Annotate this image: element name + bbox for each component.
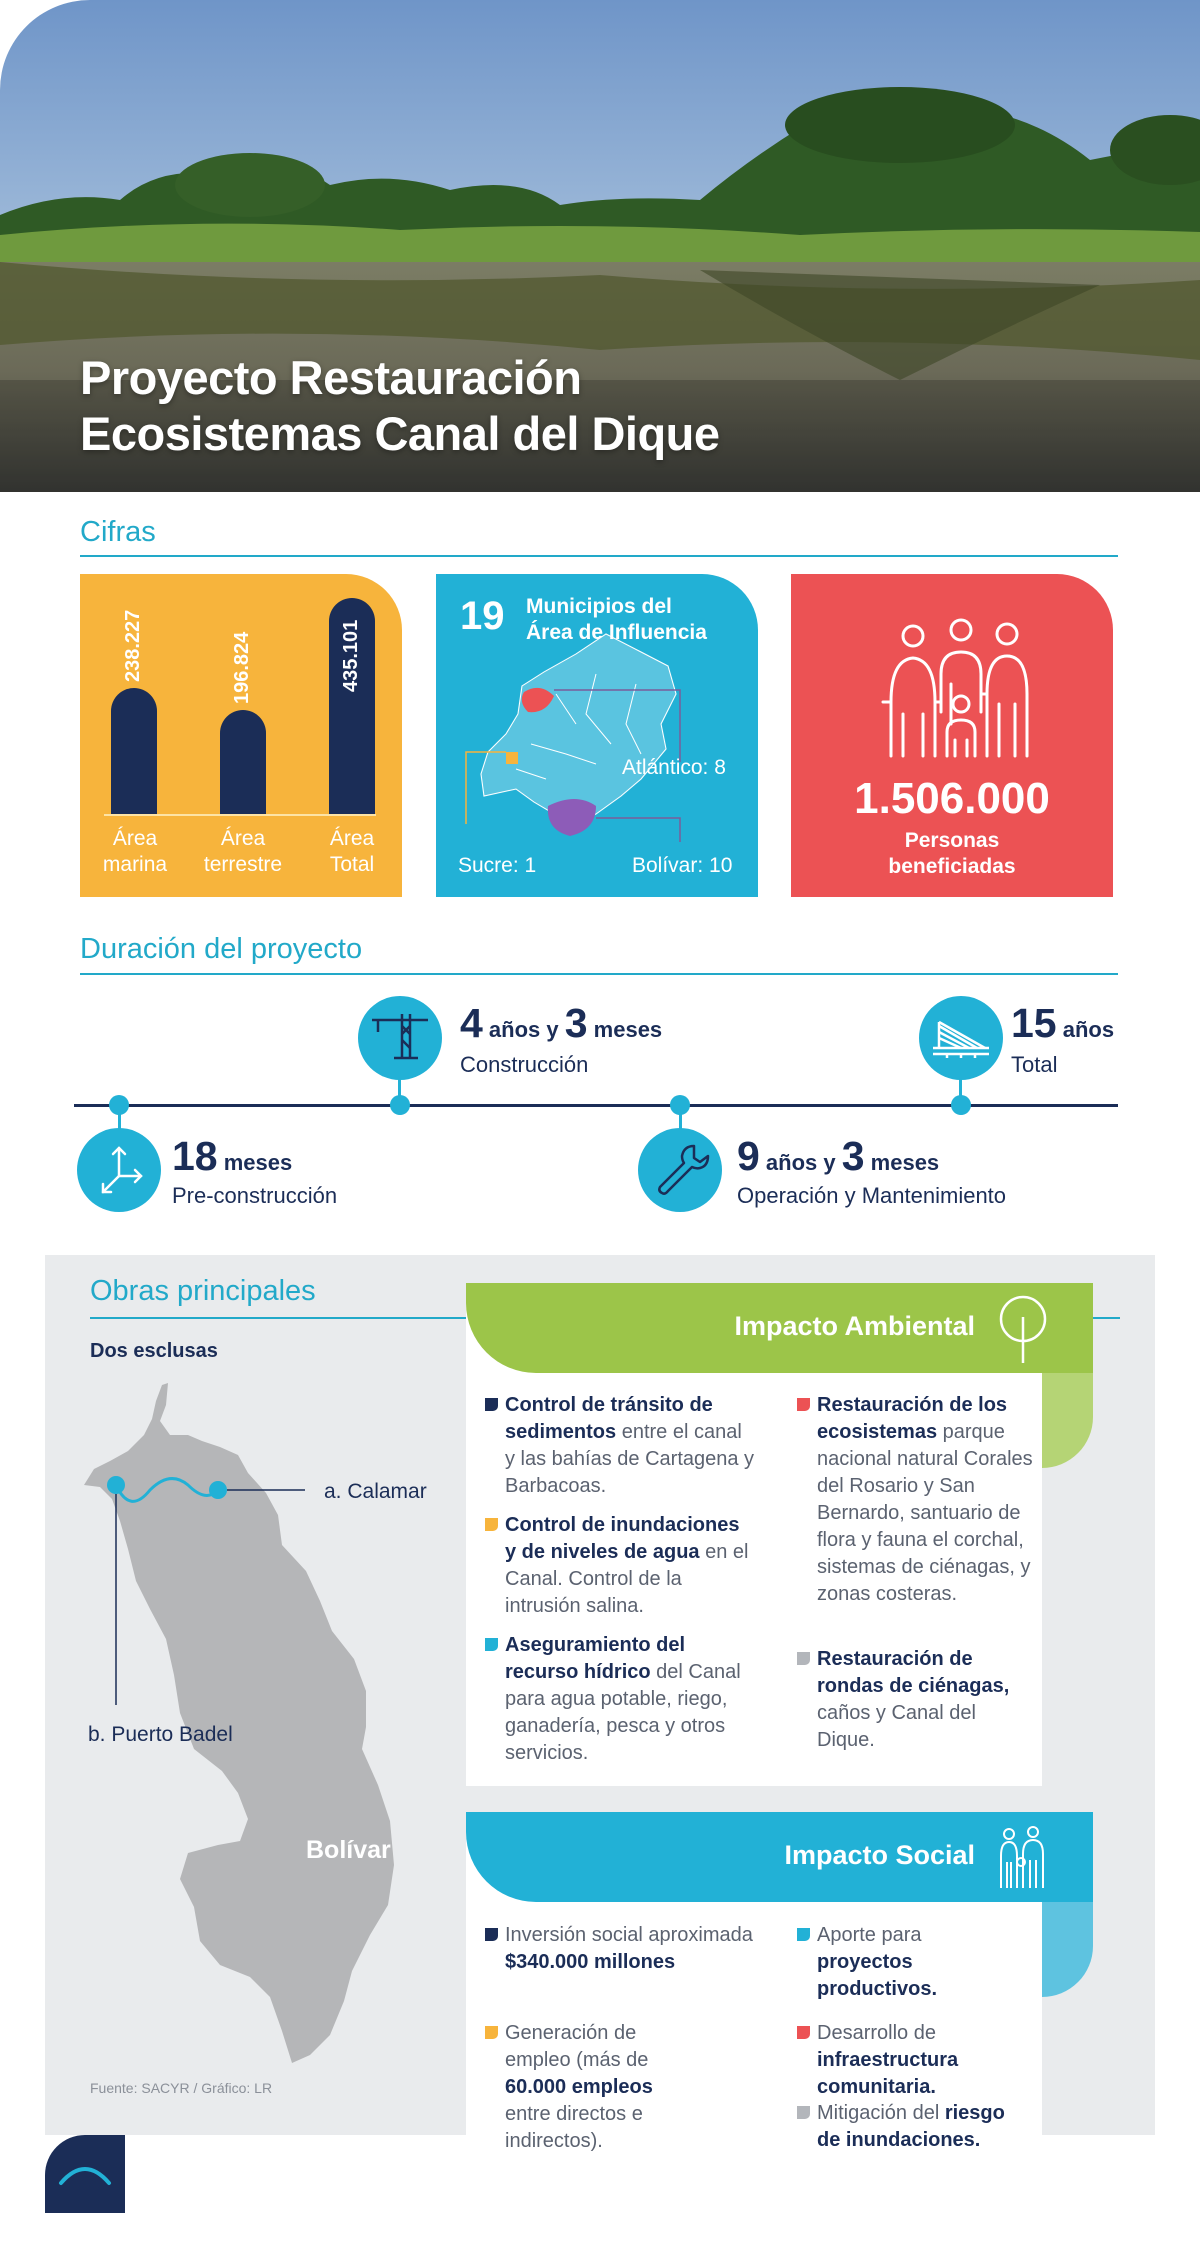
obras-title: Obras principales <box>90 1275 316 1307</box>
bolivar-region <box>548 799 596 836</box>
municipios-count: 19 <box>460 594 505 638</box>
people-icon <box>993 1820 1053 1900</box>
personas-label-line: beneficiadas <box>888 855 1016 878</box>
tree-icon <box>993 1291 1053 1371</box>
bolivar-connector <box>596 818 680 842</box>
municipios-map <box>436 574 758 897</box>
sucre-count: Sucre: 1 <box>458 854 537 877</box>
lock-b-marker <box>107 1476 125 1494</box>
map-outline <box>481 634 676 824</box>
title-line-1: Proyecto Restauración <box>80 351 582 404</box>
phase-total-duration <box>1011 1000 1114 1047</box>
item-text: Inversión social aproximada <box>505 1924 753 1946</box>
phase-pre-construccion-icon-badge <box>77 1128 161 1212</box>
bar-label-line: Área <box>112 827 158 850</box>
atlantico-count: Atlántico: 8 <box>622 756 726 779</box>
item-text: en el Canal. Control de la intrusión salina. <box>505 1541 749 1617</box>
sucre-region <box>506 752 518 764</box>
duration-unit: meses <box>864 1150 940 1175</box>
phase-construccion-icon-badge <box>358 996 442 1080</box>
item-bold: Restauración de rondas de ciénagas, <box>817 1648 1010 1697</box>
phase-pre-construccion-label: Pre-construcción <box>172 1183 338 1208</box>
phase-operacion-label: Operación y Mantenimiento <box>737 1183 1007 1208</box>
duration-unit: años y <box>759 1150 842 1175</box>
duracion-divider <box>80 973 1118 975</box>
lock-b-label: b. Puerto Badel <box>88 1723 233 1746</box>
phase-construccion-duration <box>460 1000 662 1047</box>
publisher-logo <box>45 2135 125 2213</box>
item-bold: 60.000 empleos <box>505 2076 653 2098</box>
item-bold: Restauración de los ecosistemas <box>817 1394 1008 1443</box>
duration-number: 9 <box>737 1133 760 1179</box>
ambiental-header <box>466 1283 1093 1373</box>
bar-label-line: Total <box>329 853 375 876</box>
bar-label-line: marina <box>102 853 168 876</box>
bar-label-line: Área <box>329 827 375 850</box>
duration-unit: años <box>1056 1017 1115 1042</box>
item-bold: riesgo de inundaciones. <box>817 2102 1005 2151</box>
duration-number: 15 <box>1011 1000 1057 1046</box>
phase-operacion-duration <box>737 1133 939 1180</box>
social-item-5 <box>817 2100 1032 2154</box>
bar-value-marina: 238.227 <box>122 609 144 682</box>
item-text: parque nacional natural Corales del Rosario y San Bernardo, santuario de flora y fauna el corchal, sistemas de ciénagas, y zonas costeras. <box>817 1421 1033 1605</box>
chevron-up-icon <box>45 2135 125 2213</box>
social-item-3 <box>817 1922 987 2003</box>
item-bold: proyectos productivos. <box>817 1951 938 2000</box>
bar-value-terrestre: 196.824 <box>231 631 253 704</box>
duration-unit: años y <box>482 1017 565 1042</box>
bar-label-terrestre <box>188 826 298 878</box>
duration-unit: meses <box>587 1017 663 1042</box>
personas-label <box>791 828 1113 880</box>
bolivar-count: Bolívar: 10 <box>632 854 733 877</box>
social-item-2 <box>505 2020 695 2155</box>
bar-area-marina <box>111 688 157 814</box>
bullet-red <box>797 2026 810 2039</box>
item-bold: Control de tránsito de sedimentos <box>505 1394 713 1443</box>
areas-card <box>80 574 402 897</box>
cifras-divider <box>80 555 1118 557</box>
duration-number: 3 <box>564 1000 588 1046</box>
lock-a-marker <box>209 1481 227 1499</box>
social-item-4 <box>817 2020 997 2101</box>
phase-construccion-label: Construcción <box>460 1052 589 1077</box>
item-text: Aporte para <box>817 1924 922 1946</box>
bullet-gray <box>797 1652 810 1665</box>
municipios-label-line: Municipios del <box>526 595 672 618</box>
bar-area-terrestre <box>220 710 266 814</box>
personas-count: 1.506.000 <box>854 774 1050 823</box>
bullet-navy <box>485 1398 498 1411</box>
ambiental-item-5 <box>817 1646 1037 1754</box>
axes-arrows-icon <box>77 1128 161 1212</box>
ambiental-title: Impacto Ambiental <box>734 1311 975 1341</box>
cifras-title: Cifras <box>80 516 156 548</box>
crane-icon <box>358 996 442 1080</box>
title-line-2: Ecosistemas Canal del Dique <box>80 407 720 460</box>
phase-total-label: Total <box>1011 1052 1058 1077</box>
bullet-yellow <box>485 1518 498 1531</box>
timeline-dot-2 <box>390 1095 410 1115</box>
page-title <box>80 350 720 462</box>
item-text: entre directos e indirectos). <box>505 2103 643 2152</box>
ambiental-item-3 <box>505 1632 755 1767</box>
bullet-cyan <box>797 1928 810 1941</box>
bullet-navy <box>485 1928 498 1941</box>
timeline-stem-1 <box>118 1110 121 1130</box>
municipios-label-line: Área de Influencia <box>526 621 707 644</box>
phase-pre-construccion-duration <box>172 1133 292 1180</box>
bullet-red <box>797 1398 810 1411</box>
timeline-stem-3 <box>679 1110 682 1130</box>
duration-unit: meses <box>217 1150 293 1175</box>
region-label: Bolívar <box>306 1836 391 1864</box>
timeline-stem-4 <box>959 1078 962 1098</box>
bullet-cyan <box>485 1638 498 1651</box>
wrench-icon <box>638 1128 722 1212</box>
social-title: Impacto Social <box>784 1840 975 1870</box>
item-text: caños y Canal del Dique. <box>817 1702 976 1751</box>
item-bold: Control de inundaciones y de niveles de agua <box>505 1514 740 1563</box>
duration-number: 18 <box>172 1133 218 1179</box>
personas-card <box>791 574 1113 897</box>
item-text: entre el canal y las bahías de Cartagena y Barbacoas. <box>505 1421 755 1497</box>
timeline-stem-2 <box>398 1078 401 1098</box>
item-text: Desarrollo de <box>817 2022 936 2044</box>
bullet-yellow <box>485 2026 498 2039</box>
personas-label-line: Personas <box>904 829 1000 852</box>
duration-number: 4 <box>460 1000 483 1046</box>
item-bold: infraestructura comunitaria. <box>817 2049 959 2098</box>
bullet-gray <box>797 2106 810 2119</box>
ambiental-item-2 <box>505 1512 755 1620</box>
bar-label-line: Área <box>220 827 266 850</box>
item-text: del Canal para agua potable, riego, ganadería, pesca y otros servicios. <box>505 1661 741 1764</box>
social-item-1 <box>505 1922 755 1976</box>
lock-a-label: a. Calamar <box>324 1480 427 1503</box>
bar-label-line: terrestre <box>203 853 283 876</box>
esclusas-subtitle: Dos esclusas <box>90 1340 218 1362</box>
item-text: Generación de empleo (más de <box>505 2022 649 2071</box>
hero-banner <box>0 0 1200 492</box>
bar-value-total: 435.101 <box>340 619 362 692</box>
ambiental-item-1 <box>505 1392 755 1500</box>
social-header <box>466 1812 1093 1902</box>
duracion-title: Duración del proyecto <box>80 933 363 965</box>
municipios-card <box>436 574 758 897</box>
bar-baseline <box>104 814 376 816</box>
duration-number: 3 <box>841 1133 865 1179</box>
item-text: Mitigación del <box>817 2102 945 2124</box>
ambiental-item-4 <box>817 1392 1037 1608</box>
phase-total-icon-badge <box>919 996 1003 1080</box>
bar-label-total <box>297 826 407 878</box>
phase-operacion-icon-badge <box>638 1128 722 1212</box>
source-credit: Fuente: SACYR / Gráfico: LR <box>90 2080 273 2096</box>
bridge-icon <box>919 996 1003 1080</box>
bar-label-marina <box>80 826 190 878</box>
item-bold: Aseguramiento del recurso hídrico <box>505 1634 686 1683</box>
timeline-dot-4 <box>951 1095 971 1115</box>
item-bold: $340.000 millones <box>505 1951 676 1973</box>
